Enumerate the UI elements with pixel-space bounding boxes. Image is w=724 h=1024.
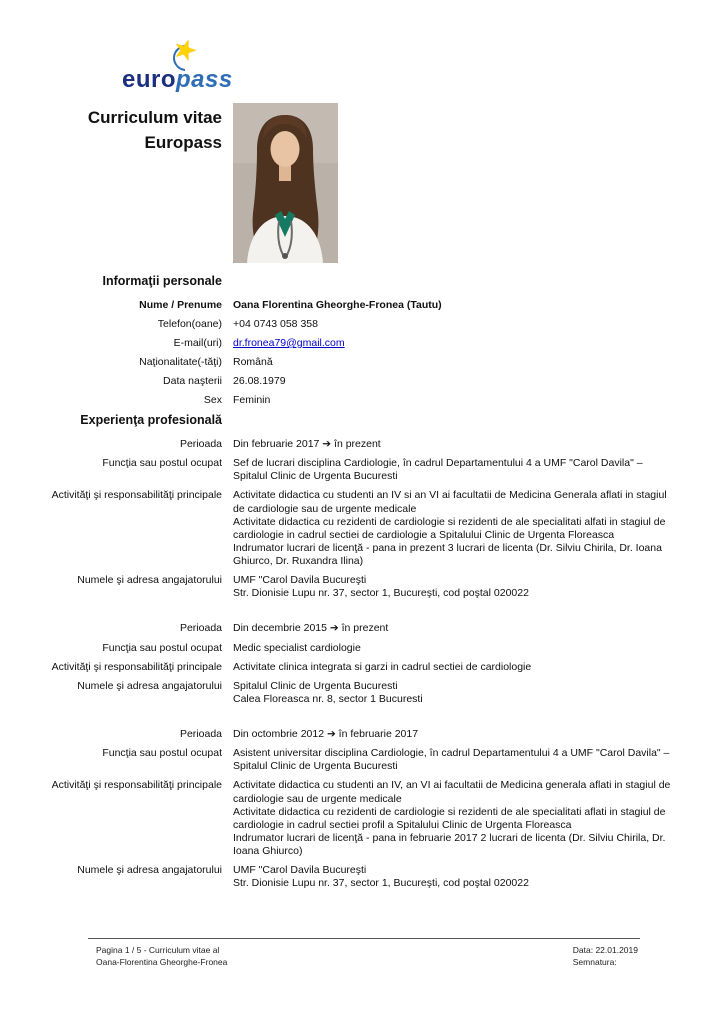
employer-label: Numele şi adresa angajatorului xyxy=(77,679,222,692)
period-value: Din decembrie 2015 ➔ în prezent xyxy=(233,622,389,635)
period-label: Perioada xyxy=(179,622,222,635)
employer-value xyxy=(233,864,690,890)
footer-date-signature xyxy=(573,944,640,969)
period-value: Din februarie 2017 ➔ în prezent xyxy=(233,438,381,450)
row-activities xyxy=(0,489,724,568)
employer-line: Spitalul Clinic de Urgenta Bucuresti xyxy=(233,679,398,692)
employer-line: Str. Dionisie Lupu nr. 37, sector 1, Bucureşti, cod poştal 020022 xyxy=(233,587,529,600)
employer-label: Numele şi adresa angajatorului xyxy=(77,864,222,877)
section-heading-personal: Informaţii personale xyxy=(102,274,222,288)
birthdate-label: Data naşterii xyxy=(163,375,222,388)
section-heading-experience: Experienţa profesională xyxy=(80,413,222,428)
activity-paragraph: Activitate didactica cu rezidenti de cardiologie si rezidenti de ale specialitati alfati in stagiul de cardiologie in cadrul sectiei de cardiologie a Spitalului Clinic de Urgenta Floreasca xyxy=(233,515,666,541)
row-position xyxy=(0,747,724,773)
phone-label: Telefon(oane) xyxy=(157,317,222,330)
employer-value xyxy=(233,680,690,706)
period-label: Perioada xyxy=(179,438,222,450)
sex-value: Feminin xyxy=(233,394,271,407)
birthdate-value: 26.08.1979 xyxy=(233,375,286,388)
period-value: Din octombrie 2012 ➔ în februarie 2017 xyxy=(233,728,419,740)
footer-signature: Semnatura: xyxy=(572,957,617,968)
logo-text-pass: pass xyxy=(176,66,233,93)
profile-photo-image xyxy=(233,103,338,263)
footer-date: Data: 22.01.2019 xyxy=(572,945,638,955)
activity-paragraph: Activitate didactica cu studenti an IV si an VI ai facultatii de Medicina Generala aflati in stagiul de cardiologie sau de urgente medicale xyxy=(233,489,667,515)
logo-text-euro: euro xyxy=(122,66,177,93)
activity-paragraph: Indrumator lucrari de licenţă - pana in prezent 3 lucrari de licenta (Dr. Silviu Chirila, Dr. Ioana Ghiurco, Dr. Ruxandra Ilina) xyxy=(233,541,662,567)
nationality-label: Naţionalitate(-tăţi) xyxy=(139,356,222,368)
activities-value xyxy=(233,779,690,858)
row-position xyxy=(0,457,724,483)
row-employer xyxy=(0,680,724,706)
row-sex xyxy=(0,394,724,407)
page-title-line1: Curriculum vitae xyxy=(87,108,222,127)
nationality-value: Română xyxy=(233,356,273,368)
activities-label: Activităţi şi responsabilităţi principale xyxy=(51,779,222,792)
activities-label: Activităţi şi responsabilităţi principale xyxy=(51,489,222,502)
section-personal xyxy=(0,274,724,290)
page-title-line2: Europass xyxy=(144,132,222,152)
activity-paragraph: Activitate didactica cu rezidenti de cardiologie si rezidenti de ale specialitati aflati in stagiul de cardiologie in cadrul sectiei profil a Spitalului Clinic de Urgenta Floreasca xyxy=(233,805,666,831)
name-label: Nume / Prenume xyxy=(139,298,222,311)
position-value: Sef de lucrari disciplina Cardiologie, în cadrul Departamentului 4 a UMF "Carol Davila" – Spitalul Clinic de Urgenta Bucuresti xyxy=(233,457,643,483)
email-label: E-mail(uri) xyxy=(173,336,222,349)
row-email xyxy=(0,337,724,350)
row-period xyxy=(0,622,724,635)
position-label: Funcţia sau postul ocupat xyxy=(102,641,222,654)
cv-body xyxy=(0,272,724,896)
row-birthdate xyxy=(0,375,724,388)
europass-star-icon xyxy=(170,34,202,74)
activity-paragraph: Activitate didactica cu studenti an IV, an VI ai facultatii de Medicina generala aflati in stagiul de cardiologie sau de urgente medicale xyxy=(233,779,671,805)
europass-logo xyxy=(122,34,233,94)
activities-value xyxy=(233,661,690,674)
row-position xyxy=(0,642,724,655)
sex-label: Sex xyxy=(203,394,222,407)
activity-paragraph: Indrumator lucrari de licenţă - pana in februarie 2017 2 lucrari de licenta (Dr. Silviu Chirila, Dr. Ioana Ghiurco) xyxy=(233,831,666,857)
employer-line: UMF "Carol Davila Bucureşti xyxy=(233,864,367,877)
name-value: Oana Florentina Gheorghe-Fronea (Tautu) xyxy=(233,298,442,311)
position-value: Asistent universitar disciplina Cardiologie, în cadrul Departamentului 4 a UMF "Carol Davila" – Spitalul Clinic de Urgenta Bucuresti xyxy=(233,747,670,773)
row-activities xyxy=(0,779,724,858)
row-name xyxy=(0,299,724,312)
position-value: Medic specialist cardiologie xyxy=(233,641,361,654)
row-employer xyxy=(0,864,724,890)
section-experience xyxy=(0,413,724,429)
row-period xyxy=(0,728,724,741)
page-title xyxy=(0,106,233,155)
period-label: Perioada xyxy=(179,728,222,740)
employer-line: Calea Floreasca nr. 8, sector 1 Bucuresti xyxy=(233,692,423,705)
row-nationality xyxy=(0,356,724,369)
employer-line: Str. Dionisie Lupu nr. 37, sector 1, Bucureşti, cod poştal 020022 xyxy=(233,877,529,890)
row-employer xyxy=(0,574,724,600)
employer-label: Numele şi adresa angajatorului xyxy=(77,574,222,587)
star-icon: ★ xyxy=(170,34,200,67)
job-entry xyxy=(0,622,724,706)
profile-photo xyxy=(233,103,338,263)
footer-page-line1: Pagina 1 / 5 - Curriculum vitae al xyxy=(96,945,220,955)
experience-jobs xyxy=(0,438,724,890)
job-entry xyxy=(0,728,724,890)
row-period xyxy=(0,438,724,451)
footer-page-info xyxy=(88,944,227,969)
footer xyxy=(88,944,640,969)
footer-page-line2: Oana-Florentina Gheorghe-Fronea xyxy=(96,957,228,968)
activity-paragraph: Activitate clinica integrata si garzi in cadrul sectiei de cardiologie xyxy=(233,660,532,673)
position-label: Funcţia sau postul ocupat xyxy=(102,457,222,470)
job-entry xyxy=(0,438,724,600)
email-link[interactable]: dr.fronea79@gmail.com xyxy=(233,336,345,349)
employer-line: UMF "Carol Davila Bucureşti xyxy=(233,574,367,587)
row-phone xyxy=(0,318,724,331)
activities-value xyxy=(233,489,690,568)
footer-divider xyxy=(88,938,640,939)
employer-value xyxy=(233,574,690,600)
activities-label: Activităţi şi responsabilităţi principale xyxy=(51,660,222,673)
position-label: Funcţia sau postul ocupat xyxy=(102,747,222,760)
phone-value: +04 0743 058 358 xyxy=(233,317,318,330)
row-activities xyxy=(0,661,724,674)
